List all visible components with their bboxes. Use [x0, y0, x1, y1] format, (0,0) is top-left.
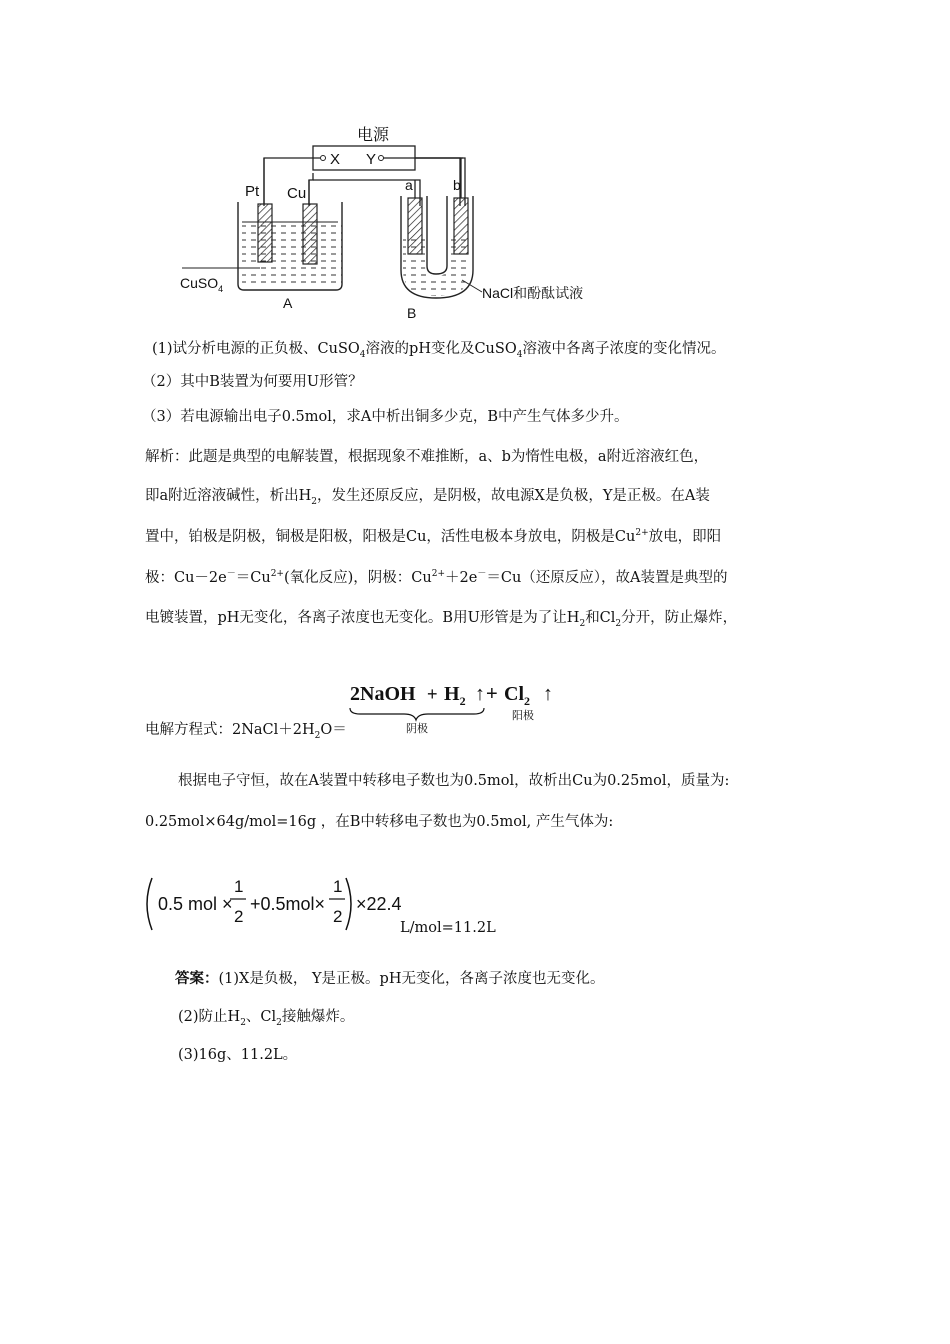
conservation-line-1: 根据电子守恒，故在A装置中转移电子数也为0.5mol，故析出Cu为0.25mol，质量为: [178, 773, 730, 789]
svg-text:2: 2 [234, 907, 244, 926]
answer-label: 答案： [175, 971, 219, 987]
beaker-a-label: A [283, 295, 293, 311]
pt-label: Pt [245, 183, 260, 200]
u-tube-inner [427, 196, 447, 274]
equation-prefix: 电解方程式：$2NaCl+2H_2O=$ [145, 722, 347, 741]
answer-line-2: (2)防止$H_2$、$Cl_2$接触爆炸。 [178, 1009, 355, 1028]
cu-electrode [303, 204, 317, 264]
svg-text:1: 1 [333, 877, 343, 896]
question-2: （2）其中B装置为何要用U形管？ [142, 374, 363, 390]
cl2-product: $Cl_2$ [504, 683, 530, 708]
analysis-line-3: 置中，铂极是阴极，铜极是阳极，阳极是Cu，活性电极本身放电，阴极是$Cu^{2+}$放电，即阳 [145, 528, 722, 545]
svg-text:×22.4: ×22.4 [356, 894, 402, 914]
cuso4-label: CuSO$_4$ [180, 275, 224, 294]
formula-unit-result: L/mol=11.2L [400, 920, 496, 936]
power-source-label: 电源 [357, 127, 390, 144]
electrolysis-products [340, 674, 570, 738]
naoh-product: 2NaOH [350, 683, 416, 705]
terminal-y-label: Y [366, 151, 377, 168]
svg-text:↑: ↑ [543, 683, 553, 705]
svg-text:↑: ↑ [475, 683, 485, 705]
question-3: （3）若电源输出电子0.5mol，求A中析出铜多少克，B中产生气体多少升。 [142, 409, 629, 425]
answer-line-3: (3)16g、11.2L。 [178, 1047, 298, 1063]
electrode-a [408, 198, 422, 254]
terminal-x-label: X [330, 151, 341, 168]
svg-text:0.5 mol ×: 0.5 mol × [158, 894, 233, 914]
svg-text:+: + [486, 683, 498, 705]
electrode-b-label: b [453, 177, 461, 193]
svg-text:2: 2 [333, 907, 343, 926]
u-tube-b-label: B [407, 305, 417, 321]
conservation-line-2: 0.25mol×64g/mol=16g ，在B中转移电子数也为0.5mol, 产生气体为: [145, 814, 614, 830]
analysis-line-5: 电镀装置，pH无变化，各离子浓度也无变化。B用U形管是为了让$H_2$和$Cl_2$分开，防止爆炸， [145, 610, 738, 629]
cathode-label: 阴极 [406, 723, 428, 735]
answer-line-1: 答案：(1)X是负极， Y是正极。pH无变化，各离子浓度也无变化。 [175, 971, 605, 987]
electrolysis-apparatus-diagram [170, 118, 630, 328]
electrode-a-label: a [405, 177, 413, 193]
question-1: (1)试分析电源的正负极、CuSO$_4$溶液的pH变化及CuSO$_4$溶液中各离子浓度的变化情况。 [152, 341, 726, 360]
svg-text:+: + [427, 684, 438, 704]
analysis-line-4: 极：$Cu-2e^-=Cu^{2+}$(氧化反应)，阴极：$Cu^{2+}+2e^-=Cu$（还原反应），故A装置是典型的 [145, 569, 728, 586]
analysis-line-2: 即a附近溶液碱性，析出$H_2$，发生还原反应，是阴极，故电源X是负极，Y是正极。在A装 [145, 488, 710, 507]
h2-product: $H_2$ [444, 683, 466, 708]
anode-label: 阳极 [512, 710, 534, 722]
nacl-phenolphthalein-label: NaCl和酚酞试液 [482, 285, 584, 301]
pt-electrode [258, 204, 272, 262]
svg-text:+0.5mol×: +0.5mol× [250, 894, 326, 914]
cu-label: Cu [287, 185, 307, 202]
electrode-b [454, 198, 468, 254]
svg-text:1: 1 [234, 877, 244, 896]
analysis-line-1: 解析：此题是典型的电解装置，根据现象不难推断，a、b为惰性电极，a附近溶液红色， [145, 449, 709, 465]
cathode-brace [350, 708, 484, 720]
